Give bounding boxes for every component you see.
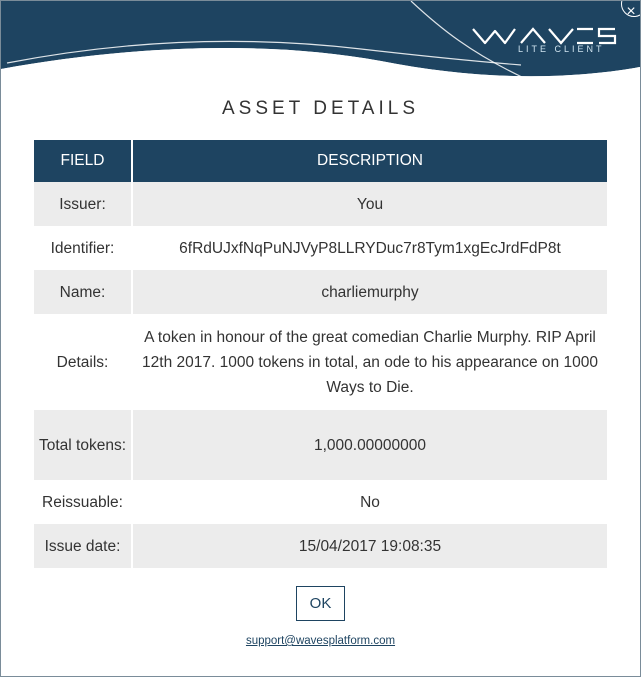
field-label: Issuer:	[34, 182, 133, 226]
field-value: charliemurphy	[133, 270, 607, 314]
field-value: A token in honour of the great comedian Charlie Murphy. RIP April 12th 2017. 1000 tokens in total, an ode to his appearance on 1000 Ways to Die.	[133, 314, 607, 410]
support-footer	[1, 635, 640, 647]
field-value: You	[133, 182, 607, 226]
dialog-title: ASSET DETAILS	[221, 98, 419, 119]
dialog-header	[1, 1, 640, 81]
field-value: 6fRdUJxfNqPuNJVyP8LLRYDuc7r8Tym1xgEcJrdFdP8t	[133, 226, 607, 270]
column-header-description: DESCRIPTION	[133, 140, 607, 182]
table-row-identifier	[34, 226, 607, 270]
field-value: No	[133, 480, 607, 524]
close-icon[interactable]: ×	[626, 3, 636, 20]
field-label: Total tokens:	[34, 410, 133, 480]
field-label: Issue date:	[34, 524, 133, 568]
waves-logo-icon	[471, 23, 621, 63]
field-value: 15/04/2017 19:08:35	[133, 524, 607, 568]
table-row-issuer	[34, 182, 607, 226]
field-label: Name:	[34, 270, 133, 314]
asset-details-table	[34, 140, 607, 568]
table-row-issue-date	[34, 524, 607, 568]
ok-button[interactable]: OK	[296, 586, 345, 621]
support-email-link[interactable]: support@wavesplatform.com	[245, 635, 396, 647]
field-label: Details:	[34, 314, 133, 410]
field-value: 1,000.00000000	[133, 410, 607, 480]
field-label: Reissuable:	[34, 480, 133, 524]
logo-subtitle: LITE CLIENT	[518, 44, 605, 54]
table-row-total-tokens	[34, 410, 607, 480]
table-row-reissuable	[34, 480, 607, 524]
table-row-details	[34, 314, 607, 410]
column-header-field: FIELD	[34, 140, 133, 182]
table-row-name	[34, 270, 607, 314]
field-label: Identifier:	[34, 226, 133, 270]
table-header-row	[34, 140, 607, 182]
